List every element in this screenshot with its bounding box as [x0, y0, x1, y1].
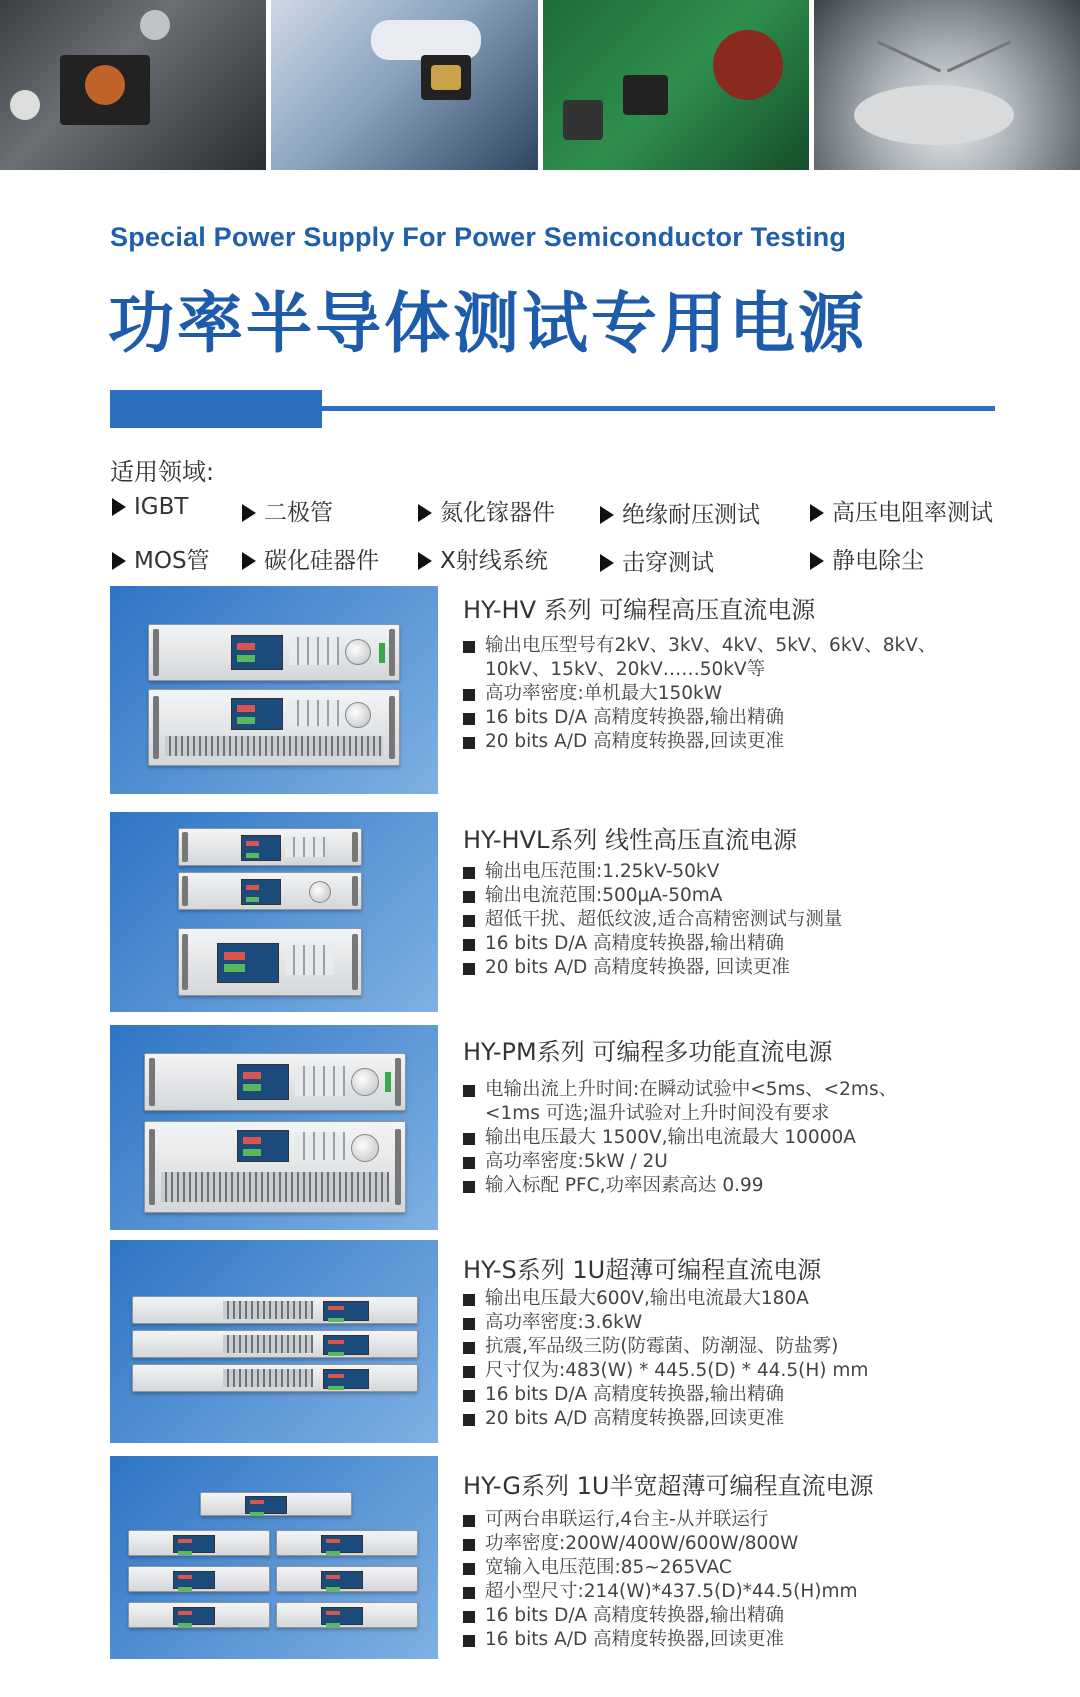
- power-supply-unit: [128, 1602, 270, 1628]
- triangle-bullet-icon: [418, 552, 432, 570]
- banner-photos: [0, 0, 1080, 170]
- green-pcb-photo: [543, 0, 809, 170]
- power-supply-unit: [276, 1566, 418, 1592]
- field-item: IGBT: [112, 494, 188, 520]
- feature-item: 高功率密度:5kW / 2U: [463, 1150, 943, 1174]
- circuit-board-photo: [0, 0, 266, 170]
- feature-item: 超小型尺寸:214(W)*437.5(D)*44.5(H)mm: [463, 1580, 943, 1604]
- feature-item: 输出电流范围:500μA-50mA: [463, 884, 943, 908]
- triangle-bullet-icon: [242, 504, 256, 522]
- field-item: MOS管: [112, 542, 210, 575]
- power-supply-unit: [178, 872, 362, 910]
- triangle-bullet-icon: [600, 506, 614, 524]
- feature-item: 超低干扰、超低纹波,适合高精密测试与测量: [463, 908, 943, 932]
- feature-item: 输出电压最大600V,输出电流最大180A: [463, 1287, 943, 1311]
- product-title: HY-G系列 1U半宽超薄可编程直流电源: [463, 1472, 874, 1500]
- page-title: 功率半导体测试专用电源: [108, 285, 867, 362]
- power-supply-unit: [276, 1602, 418, 1628]
- feature-item: 20 bits A/D 高精度转换器,回读更准: [463, 730, 943, 754]
- feature-item: 输出电压范围:1.25kV-50kV: [463, 860, 943, 884]
- feature-item: 16 bits D/A 高精度转换器,输出精确: [463, 1383, 943, 1407]
- power-supply-unit: [276, 1530, 418, 1556]
- feature-item: 电输出流上升时间:在瞬动试验中<5ms、<2ms、 <1ms 可选;温升试验对上升时间没有要求: [463, 1078, 943, 1126]
- feature-item: 抗震,军品级三防(防霉菌、防潮湿、防盐雾): [463, 1335, 943, 1359]
- feature-item: 输出电压型号有2kV、3kV、4kV、5kV、6kV、8kV、 10kV、15kV、20kV……50kV等: [463, 634, 943, 682]
- field-item: X射线系统: [418, 542, 548, 575]
- feature-item: 20 bits A/D 高精度转换器,回读更准: [463, 1407, 943, 1431]
- power-supply-unit: [128, 1566, 270, 1592]
- feature-item: 尺寸仅为:483(W) * 445.5(D) * 44.5(H) mm: [463, 1359, 943, 1383]
- triangle-bullet-icon: [418, 504, 432, 522]
- field-item: 静电除尘: [810, 542, 924, 575]
- field-item: 碳化硅器件: [242, 542, 379, 575]
- product-image-hy-s: [110, 1240, 438, 1443]
- field-item: 高压电阻率测试: [810, 494, 993, 527]
- field-item: 氮化镓器件: [418, 494, 555, 527]
- product-image-hy-hvl: [110, 812, 438, 1012]
- feature-item: 16 bits D/A 高精度转换器,输出精确: [463, 706, 943, 730]
- triangle-bullet-icon: [810, 504, 824, 522]
- triangle-bullet-icon: [112, 498, 126, 516]
- field-item: 击穿测试: [600, 544, 714, 577]
- product-title: HY-HVL系列 线性高压直流电源: [463, 826, 797, 854]
- triangle-bullet-icon: [112, 552, 126, 570]
- product-title: HY-PM系列 可编程多功能直流电源: [463, 1038, 833, 1066]
- field-item: 二极管: [242, 494, 333, 527]
- triangle-bullet-icon: [810, 552, 824, 570]
- product-feature-list: [463, 1078, 943, 1198]
- feature-item: 20 bits A/D 高精度转换器, 回读更准: [463, 956, 943, 980]
- feature-item: 功率密度:200W/400W/600W/800W: [463, 1532, 943, 1556]
- power-supply-unit: [132, 1296, 418, 1324]
- feature-item: 输入标配 PFC,功率因素高达 0.99: [463, 1174, 943, 1198]
- product-image-hy-pm: [110, 1025, 438, 1230]
- power-supply-unit: [178, 828, 362, 866]
- power-supply-unit: [144, 1121, 406, 1213]
- feature-item: 输出电压最大 1500V,输出电流最大 10000A: [463, 1126, 943, 1150]
- product-feature-list: [463, 1287, 943, 1431]
- power-supply-unit: [178, 928, 362, 996]
- triangle-bullet-icon: [242, 552, 256, 570]
- title-accent-bar: [110, 390, 322, 428]
- product-title: HY-HV 系列 可编程高压直流电源: [463, 596, 816, 624]
- power-supply-unit: [132, 1364, 418, 1392]
- product-feature-list: [463, 1508, 943, 1652]
- feature-item: 高功率密度:3.6kW: [463, 1311, 943, 1335]
- field-item: 绝缘耐压测试: [600, 496, 760, 529]
- product-image-hy-hv: [110, 586, 438, 794]
- power-supply-unit: [144, 1053, 406, 1111]
- feature-item: 16 bits A/D 高精度转换器,回读更准: [463, 1628, 943, 1652]
- feature-item: 16 bits D/A 高精度转换器,输出精确: [463, 932, 943, 956]
- subtitle-en: Special Power Supply For Power Semiconductor Testing: [110, 222, 847, 252]
- wafer-probe-photo: [814, 0, 1080, 170]
- power-supply-unit: [148, 689, 400, 766]
- robot-arm-chip-photo: [271, 0, 537, 170]
- power-supply-unit: [148, 624, 400, 681]
- feature-item: 16 bits D/A 高精度转换器,输出精确: [463, 1604, 943, 1628]
- feature-item: 高功率密度:单机最大150kW: [463, 682, 943, 706]
- product-feature-list: [463, 860, 943, 980]
- triangle-bullet-icon: [600, 554, 614, 572]
- power-supply-unit: [132, 1330, 418, 1358]
- feature-item: 宽输入电压范围:85~265VAC: [463, 1556, 943, 1580]
- power-supply-unit: [200, 1492, 352, 1516]
- product-image-hy-g: [110, 1456, 438, 1659]
- title-divider-line: [322, 406, 995, 411]
- product-feature-list: [463, 634, 943, 754]
- power-supply-unit: [128, 1530, 270, 1556]
- feature-item: 可两台串联运行,4台主-从并联运行: [463, 1508, 943, 1532]
- fields-label: 适用领域:: [110, 458, 215, 486]
- product-title: HY-S系列 1U超薄可编程直流电源: [463, 1256, 822, 1284]
